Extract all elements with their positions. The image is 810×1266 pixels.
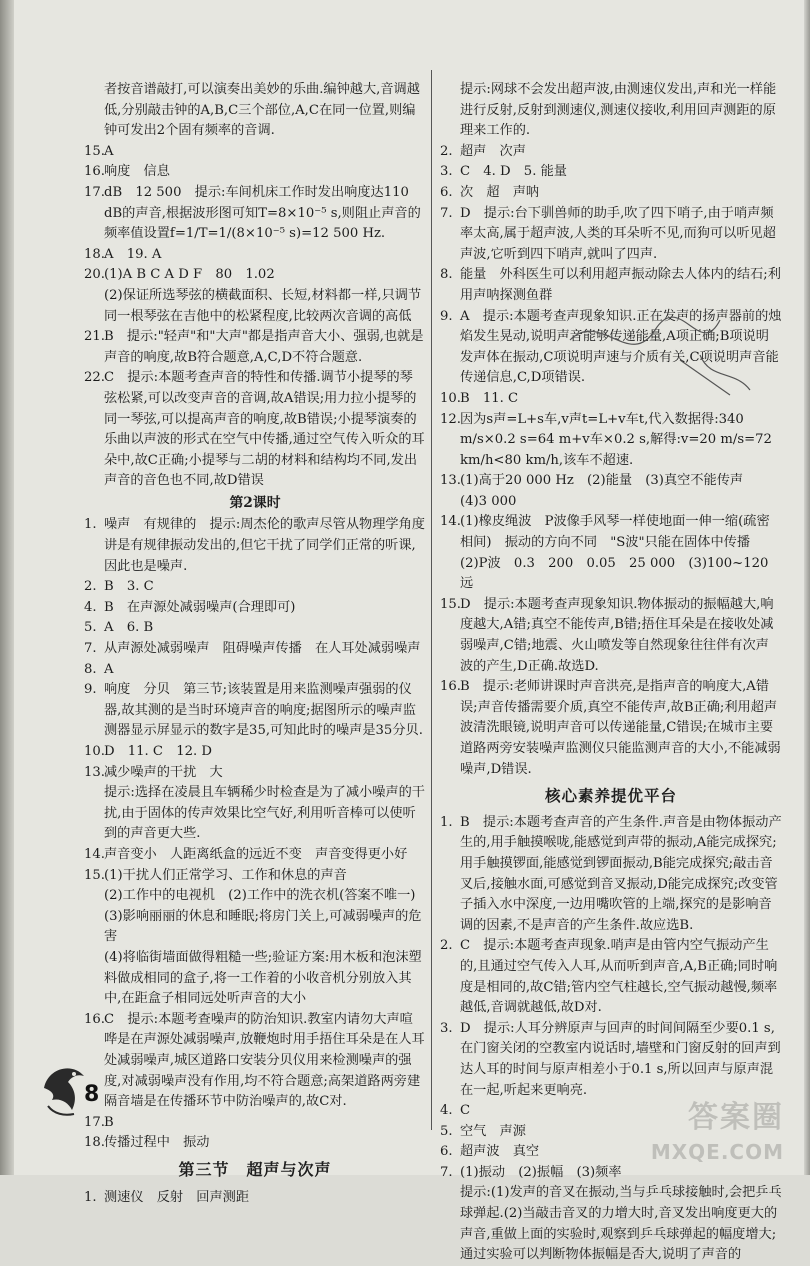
answer-text: 响度 信息 [104,164,170,180]
answer-number: 17. [84,184,105,200]
answer-item [84,162,426,183]
answer-number: 3. [440,164,453,180]
answer-text: C 4. D 5. 能量 [460,164,567,180]
answer-number: 15. [84,867,105,883]
answer-text: C 提示:本题考查声音的特性和传播.调节小提琴的琴弦松紧,可以改变声音的音调,故A错误;用力拉小提琴的同一琴弦,可以提高声音的响度,故B错误;小提琴演奏的乐曲以声波的形式在空气中传播,通过空气传入听众的耳朵中,故C正确;小提琴与二胡的材料和结构均不同,发出声音的音色也不同,故D错误 [104,370,425,489]
answer-item [440,1183,782,1265]
answer-number: 18. [84,246,105,262]
answer-text: (1)高于20 000 Hz (2)能量 (3)真空不能传声 (4)3 000 [460,473,757,509]
answer-number: 3. [440,1020,453,1036]
answer-number: 13. [84,764,105,780]
answer-text: 空气 声源 [460,1123,526,1139]
answer-number: 13. [440,473,461,489]
answer-number: 8. [84,661,97,677]
answer-number: 15. [440,596,461,612]
answer-text: B 在声源处减弱噪声(合理即可) [104,599,296,615]
answer-item [440,677,782,780]
answer-number: 7. [440,205,453,221]
answer-number: 15. [84,143,105,159]
answer-number: 14. [440,514,461,530]
answer-text: (3)影响丽丽的休息和睡眠;将房门关上,可减弱噪声的危害 [104,908,422,945]
watermark [651,1101,784,1169]
answer-text: (2)保证所选琴弦的横截面积、长短,材料都一样,只调节同一根琴弦在吉他中的松紧程度,比较两次音调的高低 [104,287,422,324]
answer-item [84,245,426,266]
answer-item [84,639,426,660]
answer-text: 响度 分贝 第三节;该装置是用来监测噪声强弱的仪器,故其测的是当时环境声音的响度;据图所示的噪声监测器显示屏显示的数字是35,可知此时的噪声是35分贝. [104,682,423,739]
answer-text: 提示:(1)发声的音叉在振动,当与乒乓球接触时,会把乒乓球弹起.(2)当敲击音叉的力增大时,音叉发出响度更大的声音,重做上面的实验时,观察到乒乓球弹起的幅度增大;通过实验可以判断物体振幅是否大,说明了声音的 [460,1185,782,1263]
answer-item [440,183,782,204]
answer-number: 10. [84,744,105,759]
answer-text: 者按音谱敲打,可以演奏出美妙的乐曲.编钟越大,音调越低,分别敲击钟的A,B,C三个部位,A,C在同一位置,则编钟可发出2个固有频率的音调. [104,82,420,139]
answer-number: 9. [84,682,97,698]
page-binding-edge [0,0,14,1175]
answer-text: 声音变小 人距离纸盒的远近不变 声音变得更小好 [104,846,408,862]
answer-text: (1)干扰人们正常学习、工作和休息的声音 [104,867,347,883]
answer-number: 18. [84,1135,105,1151]
answer-number: 16. [440,679,461,695]
answer-text: B 提示:老师讲课时声音洪亮,是指声音的响度大,A错误;声音传播需要介质,真空不能传声,故B正确;利用超声波清洗眼镜,说明声音可以传递能量,C错误;在城市主要道路两旁安装噪声监测仪只能监测声音的大小,不能减弱噪声,D错误. [460,679,781,777]
answer-text: C 提示:本题考查声现象.哨声是由管内空气振动产生的,且通过空气传入人耳,从而听到声音,A,B正确;同时响度是相同的,故C错;管内空气柱越长,空气振动越慢,频率越低,音调就越低,故D对. [460,938,778,1016]
answer-text: 传播过程中 振动 [104,1135,210,1151]
answer-item [84,327,426,368]
answer-item [440,813,782,937]
answer-text: (1)振动 (2)振幅 (3)频率 [460,1164,622,1180]
answer-item [84,783,426,845]
answer-number: 16. [84,164,105,180]
answer-item [84,1113,426,1134]
answer-text: 能量 外科医生可以利用超声振动除去人体内的结石;利用声呐探测鱼群 [460,267,781,303]
answer-text: B 11. C [460,390,519,406]
answer-item [84,680,426,742]
answer-item [440,80,782,142]
answer-text: 提示:选择在凌晨且车辆稀少时检查是为了减小噪声的干扰,由于固体的传声效果比空气好,利用听音棒可以使听到的声音更大些. [104,785,425,842]
answer-item [84,948,426,1010]
answer-item [84,142,426,163]
answer-item [440,162,782,183]
answer-text: 超声波 真空 [460,1144,540,1160]
answer-number: 10. [440,390,461,406]
answer-item [84,183,426,245]
answer-text: B [104,1114,114,1130]
answer-number: 7. [84,641,97,657]
answer-number: 6. [440,1144,453,1160]
left-column [84,80,426,1209]
answer-item [440,307,782,389]
answer-item [84,1188,426,1209]
platform-title: 核心素养提优平台 [544,787,677,806]
answer-item [84,742,426,763]
answer-text: A [104,661,114,677]
answer-text: C [460,1103,471,1119]
column-divider [431,70,432,1130]
answer-item [84,1010,426,1113]
watermark-logo: 答案圈 [688,1100,784,1135]
answer-text: 减少噪声的干扰 大 [104,764,223,780]
page-right-edge [804,0,810,1175]
answer-number: 4. [84,599,97,615]
answer-text: D 提示:台下驯兽师的助手,吹了四下哨子,由于哨声频率太高,属于超声波,人类的耳朵听不见,而狗可以听见超声波,它听到四下哨声,就叫了四声. [460,205,776,262]
answer-text: (2)工作中的电视机 (2)工作中的洗衣机(答案不唯一) [104,888,416,904]
answer-item [84,845,426,866]
answer-number: 5. [440,1123,453,1139]
answer-text: B 提示:本题考查声音的产生条件.声音是由物体振动产生的,用手触摸喉咙,能感觉到声带的振动,A能完成探究;用手触摸锣面,能感觉到锣面振动,B能完成探究;敲击音叉后,接触水面,可感觉到音叉振动,D能完成探究;改变管子插入水中深度,一边用嘴吹管的上端,探究的是影响音调的因素,不是声音的产生条件.故应选B. [460,814,782,933]
answer-number: 2. [84,579,97,595]
answer-number: 2. [440,938,453,954]
answer-text: A [104,143,114,159]
answer-number: 12. [440,411,461,427]
answer-text: 测速仪 反射 回声测距 [104,1190,250,1206]
lesson-heading: 第2课时 [229,494,281,511]
answer-number: 21. [84,329,105,345]
answer-text: 提示:网球不会发出超声波,由测速仪发出,声和光一样能进行反射,反射到测速仪,测速仪接收,利用回声测距的原理来工作的. [460,82,777,139]
answer-number: 5. [84,620,97,636]
answer-number: 2. [440,143,453,159]
answer-item [440,142,782,163]
answer-item [84,80,426,142]
answer-number: 1. [84,1190,97,1206]
dolphin-mascot-icon [38,1058,90,1118]
answer-item [440,265,782,306]
answer-text: 从声源处减弱噪声 阻碍噪声传播 在人耳处减弱噪声 [104,641,421,657]
answer-number: 9. [440,308,453,324]
answer-text: A 提示:本题考查声现象知识.正在发声的扬声器前的烛焰发生晃动,说明声音能够传递能量,A项正确;B项说明发声体在振动,C项说明声速与介质有关,C项说明声音能传递信息,C,D项错误. [460,308,782,386]
watermark-url: MXQE.COM [650,1140,784,1164]
answer-number: 1. [84,517,97,533]
answer-text: 次 超 声呐 [460,184,540,200]
page-number: 8 [84,1082,100,1107]
answer-number: 8. [440,267,453,283]
answer-number: 22. [84,370,105,386]
answer-number: 4. [440,1103,453,1119]
answer-text: dB 12 500 提示:车间机床工作时发出响度达110 dB的声音,根据波形图可知T=8×10⁻⁵ s,则阻止声音的频率值设置f=1/T=1/(8×10⁻⁵ s)=12 500 Hz. [104,184,421,242]
answer-text: A 6. B [104,620,154,636]
answer-item [84,618,426,639]
answer-number: 14. [84,846,105,862]
answer-item [84,1133,426,1154]
answer-text: (1)A B C A D F 80 1.02 [104,267,275,283]
answer-item [84,265,426,286]
answer-item [440,595,782,677]
answer-text: 噪声 有规律的 提示:周杰伦的歌声尽管从物理学角度讲是有规律振动发出的,但它干扰了同学们正常的听课,因此也是噪声. [104,517,425,574]
answer-item [440,410,782,472]
answer-item [440,389,782,410]
answer-item [84,660,426,681]
answer-item [440,512,782,594]
answer-text: B 提示:"轻声"和"大声"都是指声音大小、强弱,也就是声音的响度,故B符合题意,A,C,D不符合题意. [104,329,424,365]
answer-text: C 提示:本题考查噪声的防治知识.教室内请勿大声喧哗是在声源处减弱噪声,放鞭炮时用手捂住耳朵是在人耳处减弱噪声,城区道路口安装分贝仪用来检测噪声的强度,对减弱噪声没有作用,均不符合题意;高架道路两旁建隔音墙是在传播环节中防治噪声的,故C对. [104,1011,425,1110]
answer-item [84,907,426,948]
answer-text: (4)将临街墙面做得粗糙一些;验证方案:用木板和泡沫塑料做成相同的盒子,将一工作着的小收音机分别放入其中,在距盒子相同远处听声音的大小 [104,949,422,1007]
answer-text: D 11. C 12. D [104,744,212,759]
answer-item [84,577,426,598]
answer-text: A 19. A [104,246,162,262]
answer-number: 6. [440,184,453,200]
section-title: 第三节 超声与次声 [178,1159,332,1179]
answer-item [84,598,426,619]
answer-item [84,763,426,784]
answer-item [84,866,426,887]
answer-item [84,286,426,327]
answer-number: 1. [440,814,453,830]
answer-text: B 3. C [104,579,154,595]
answer-text: D 提示:本题考查声现象知识.物体振动的振幅越大,响度越大,A错;真空不能传声,B错;捂住耳朵是在接收处减弱噪声,C错;地震、火山喷发等自然现象往往伴有次声波的产生,D正确.故选D. [460,596,774,674]
right-column [440,80,782,1266]
answer-number: 16. [84,1011,105,1027]
answer-item [84,886,426,907]
answer-item [440,936,782,1018]
answer-text: D 提示:人耳分辨原声与回声的时间间隔至少要0.1 s,在门窗关闭的空教室内说话时,墙壁和门窗反射的回声到达人耳的时间与原声相差小于0.1 s,所以回声与原声混在一起,听起来更响亮. [460,1020,781,1098]
answer-item [440,471,782,512]
answer-number: 17. [84,1114,105,1130]
answer-text: (1)橡皮绳波 P波像手风琴一样使地面一伸一缩(疏密相间) 振动的方向不同 "S波"只能在固体中传播 (2)P波 0.3 200 0.05 25 000 (3)100~120 远 [460,514,782,592]
answer-text: 超声 次声 [460,143,526,159]
answer-item [440,1019,782,1101]
answer-number: 20. [84,267,105,283]
answer-item [84,368,426,492]
answer-number: 7. [440,1164,453,1180]
answer-text: 因为s声=L+s车,v声t=L+v车t,代入数据得:340 m/s×0.2 s=64 m+v车×0.2 s,解得:v=20 m/s=72 km/h<80 km/h,该车不超速. [460,411,772,468]
answer-item [440,204,782,266]
answer-item [84,515,426,577]
